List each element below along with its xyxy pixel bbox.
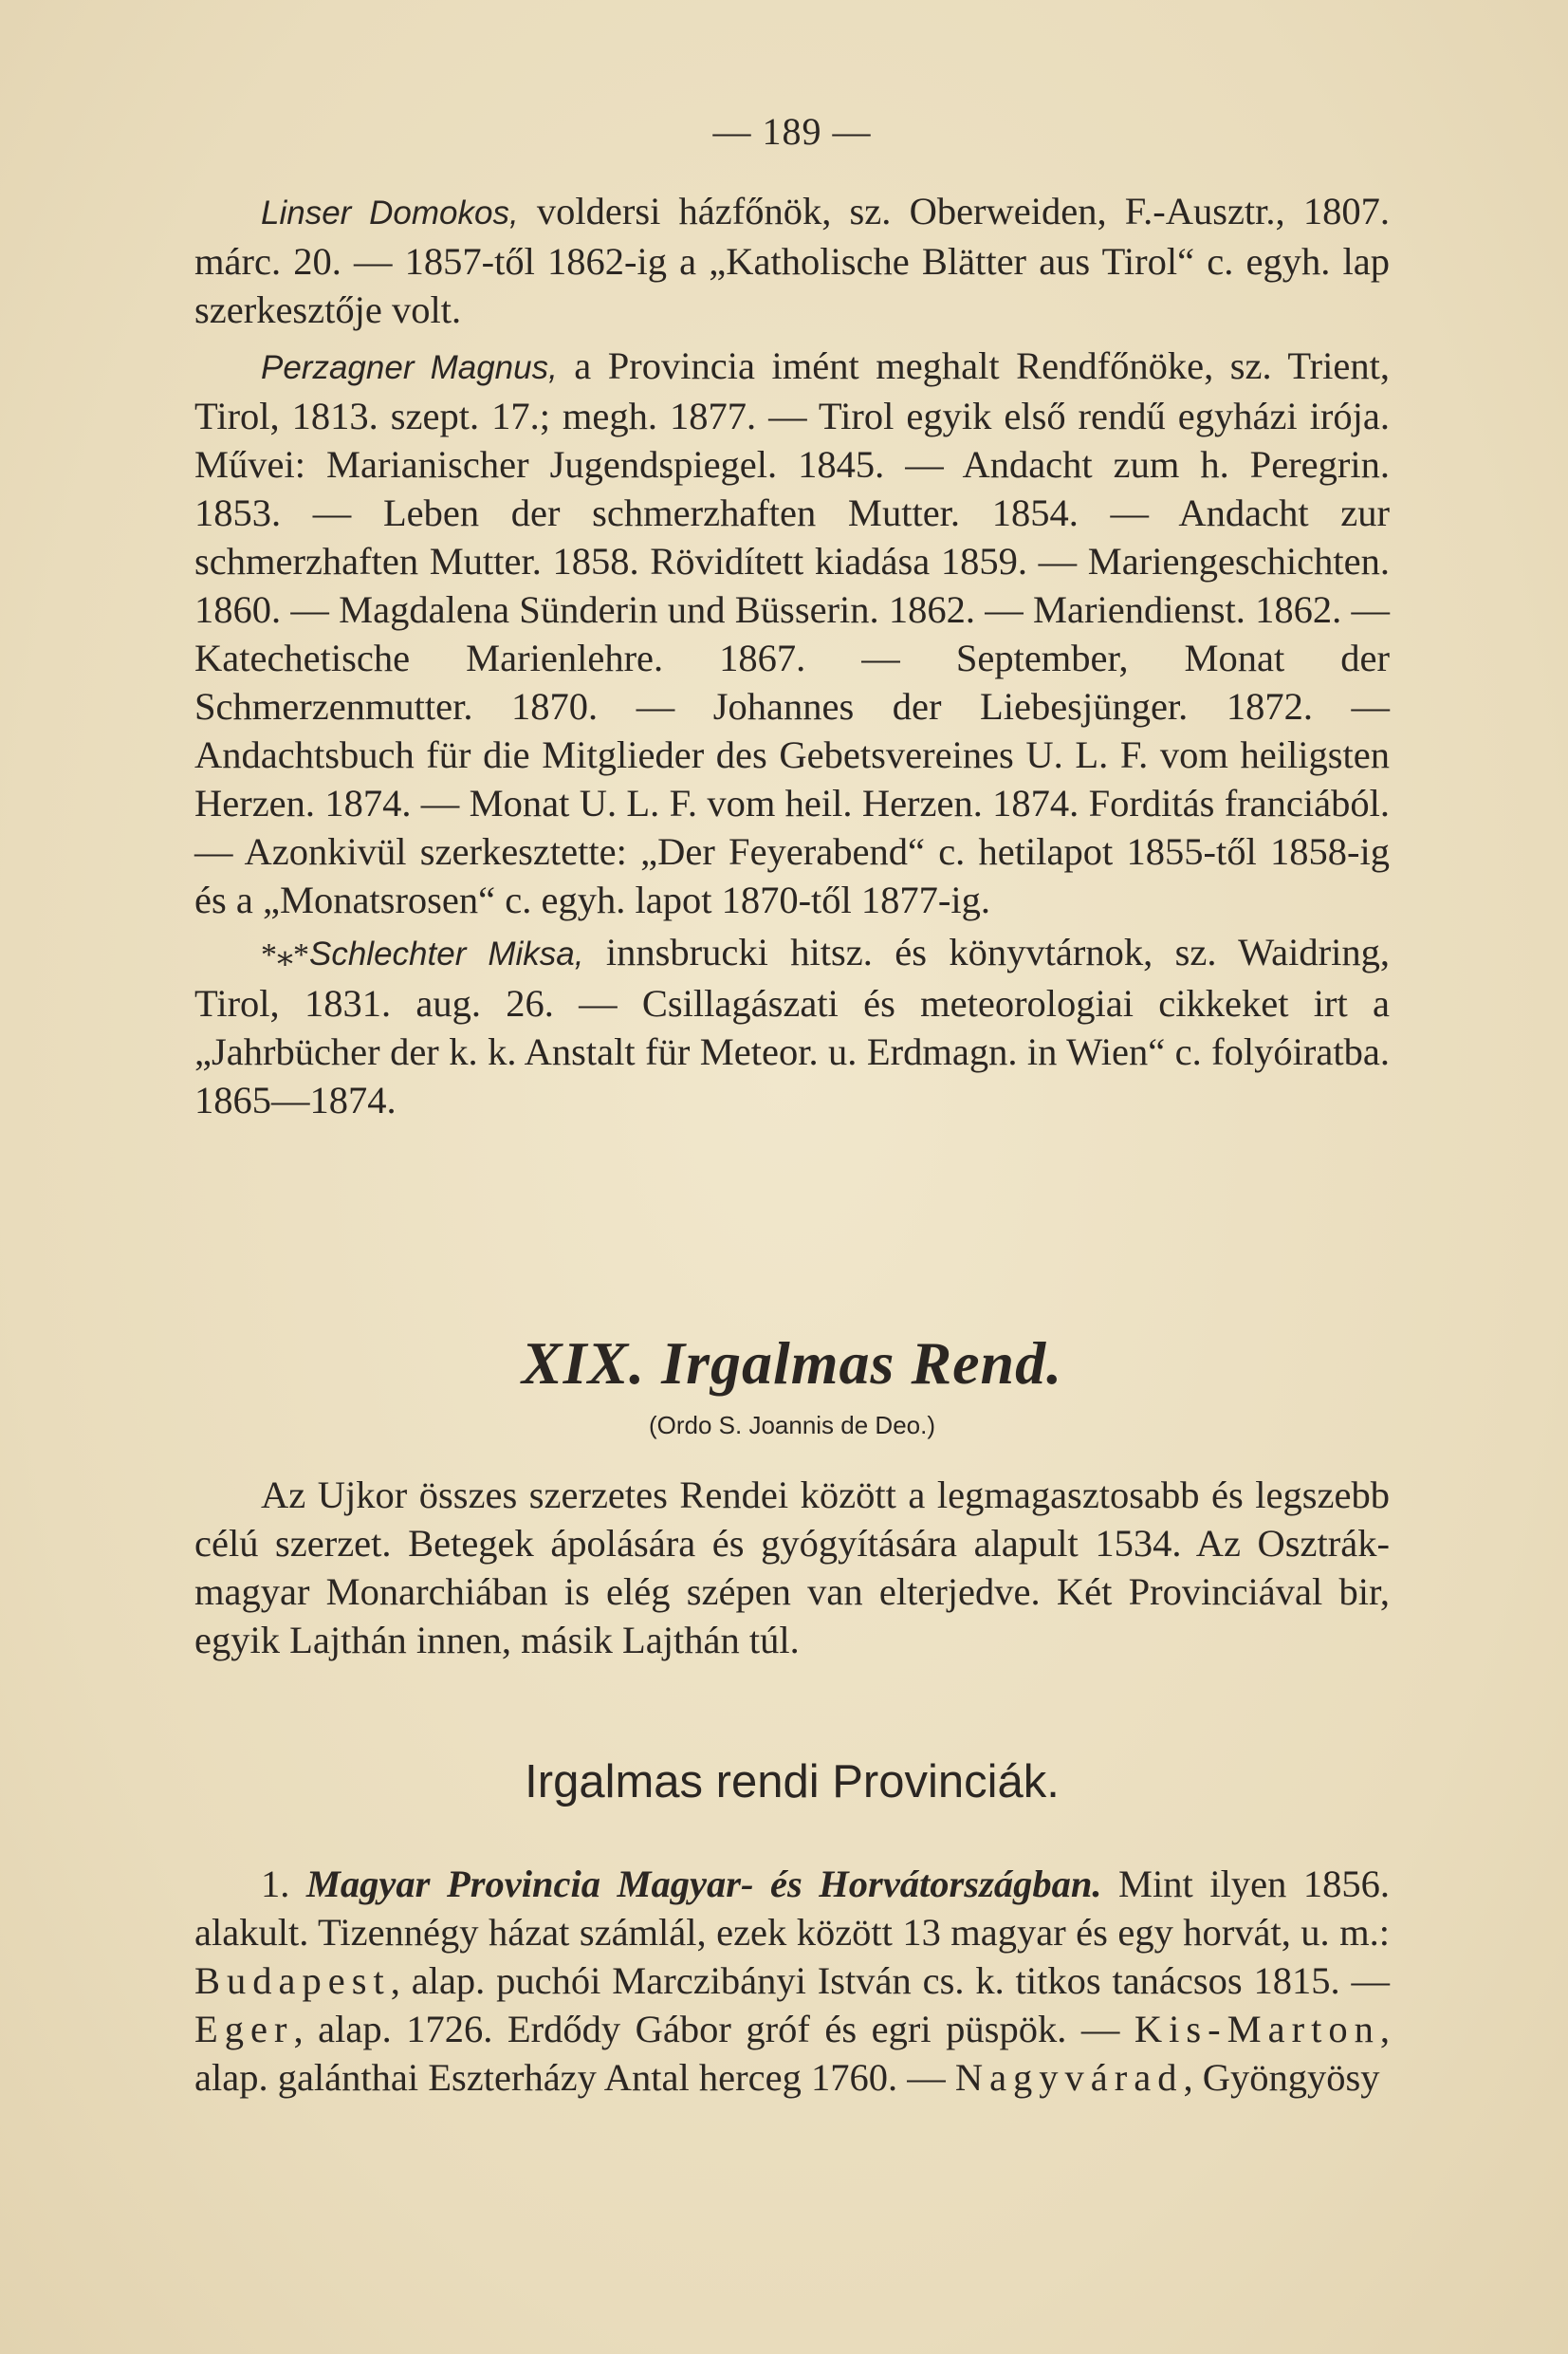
place-name: Nagyvárad <box>954 2056 1184 2099</box>
provinces-heading: Irgalmas rendi Provinciák. <box>525 1756 1060 1807</box>
place-name: Kis-Marton <box>1134 2008 1380 2050</box>
province-text: , alap. puchói Marczibányi István cs. k. titkos tanácsos 1815. — <box>390 1959 1390 2002</box>
entry-name: Linser Domokos, <box>261 195 519 232</box>
entry-name: Perzagner Magnus, <box>261 349 558 386</box>
biographical-entries <box>194 187 1390 1124</box>
section-subtitle: (Ordo S. Joannis de Deo.) <box>648 1411 936 1439</box>
entry-text: innsbrucki hitsz. és könyvtárnok, sz. Waidring, Tirol, 1831. aug. 26. — Csillagászati és meteorologiai cikkeket irt a „Jahrbücher der k. k. Anstalt für Meteor. u. Erdmagn. in Wien“ c. folyóiratba. 1865—1874. <box>194 931 1390 1121</box>
place-name: Budapest <box>194 1959 391 2002</box>
intro-paragraph: Az Ujkor összes szerzetes Rendei között a legmagasztosabb és legszebb célú szerzet. Betegek ápolására és gyógyítására alapult 1534. Az Osztrák-magyar Monarchiában is elég szépen van elterjedve. Két Provinciával bir, egyik Lajthán innen, másik Lajthán túl. <box>194 1474 1390 1661</box>
entry-perzagner <box>194 342 1390 924</box>
province-text: , Gyöngyösy <box>1183 2056 1380 2099</box>
entry-text: voldersi házfőnök, sz. Oberweiden, F.-Ausztr., 1807. márc. 20. — 1857-től 1862-ig a „Katholische Blätter aus Tirol“ c. egyh. lap szerkesztője volt. <box>194 190 1390 331</box>
province-text: Mint ilyen 1856. alakult. Tizennégy házat számlál, ezek között 13 magyar és egy horvát, u. m.: <box>194 1863 1390 1954</box>
province-title: Magyar Provincia Magyar- és Horvátországban. <box>305 1863 1102 1905</box>
province-text: , alap. galánthai Eszterházy Antal herceg 1760. — <box>194 2008 1390 2099</box>
province-item <box>194 1860 1390 2102</box>
asterism-mark: *⁎* <box>261 937 309 973</box>
section-intro <box>194 1471 1390 1664</box>
entry-text: a Provincia imént meghalt Rendfőnöke, sz. Trient, Tirol, 1813. szept. 17.; megh. 1877. — Tirol egyik első rendű egyházi irója. Művei: Marianischer Jugendspiegel. 1845. — Andacht zum h. Peregrin. 1853. — Leben der schmerzhaften Mutter. 1854. — Andacht zur schmerzhaften Mutter. 1858. Rövidített kiadása 1859. — Mariengeschichten. 1860. — Magdalena Sünderin und Büsserin. 1862. — Mariendienst. 1862. — Katechetische Marienlehre. 1867. — September, Monat der Schmerzenmutter. 1870. — Johannes der Liebesjünger. 1872. — Andachtsbuch für die Mitglieder des Gebetsvereines U. L. F. vom heiligsten Herzen. 1874. — Monat U. L. F. vom heil. Herzen. 1874. Forditás franciából. — Azonkivül szerkesztette: „Der Feyerabend“ c. hetilapot 1855-től 1858-ig és a „Monatsrosen“ c. egyh. lapot 1870-től 1877-ig. <box>194 344 1390 921</box>
province-list <box>194 1860 1390 2102</box>
entry-schlechter <box>194 928 1390 1124</box>
province-number: 1. <box>261 1863 290 1905</box>
page-number: — 189 — <box>712 110 872 153</box>
province-text: , alap. 1726. Erdődy Gábor gróf és egri püspök. — <box>293 2008 1134 2050</box>
entry-linser <box>194 187 1390 334</box>
place-name: Eger <box>194 2008 294 2050</box>
book-page <box>194 109 1390 2320</box>
section-title: XIX. Irgalmas Rend. <box>521 1329 1063 1397</box>
entry-name: Schlechter Miksa, <box>309 936 584 973</box>
